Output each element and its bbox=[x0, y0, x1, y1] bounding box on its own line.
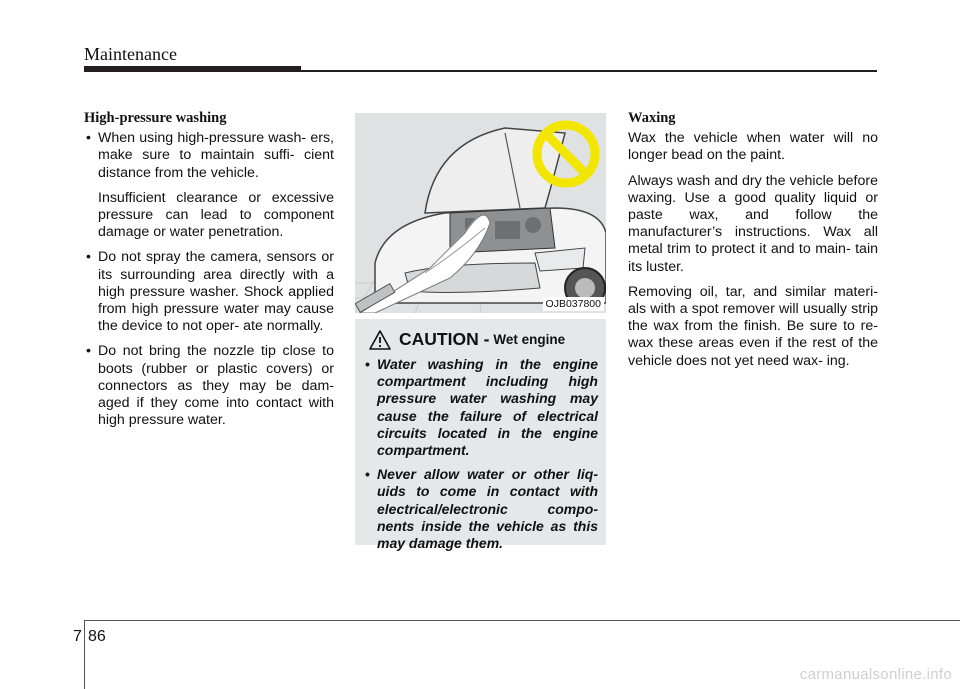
caution-header bbox=[363, 329, 598, 350]
high-pressure-bullet-list bbox=[84, 130, 334, 429]
footer-rule bbox=[84, 620, 960, 621]
bullet-item bbox=[84, 343, 334, 429]
waxing-paragraph: Always wash and dry the vehicle before waxing. Use a good quality liquid or paste wax, and follow the manufacturer’s instructions. Wax all metal trim to protect it and to main- tain its luster. bbox=[628, 172, 878, 275]
bullet-text: • When using high-pressure wash- ers, make sure to maintain suffi- cient distance from the vehicle. bbox=[98, 130, 334, 181]
header-rule-thin bbox=[301, 70, 877, 72]
prohibited-sign-icon bbox=[531, 119, 601, 189]
waxing-paragraph: Removing oil, tar, and similar materi- als with a spot remover will usually strip the wax from the finish. Be sure to re-wax these areas even if the rest of the vehicle does not yet need wax- ing. bbox=[628, 283, 878, 369]
header-rule-thick bbox=[84, 66, 301, 72]
right-column bbox=[628, 110, 878, 378]
page-chapter-number: 7 bbox=[73, 628, 82, 645]
watermark: carmanualsonline.info bbox=[799, 666, 952, 683]
bullet-text: Insufficient clearance or excessive pressure can lead to component damage or water penetration. bbox=[98, 189, 334, 241]
caution-box bbox=[355, 319, 606, 552]
footer-vertical-rule bbox=[84, 620, 85, 689]
caution-title: CAUTION - bbox=[399, 329, 490, 349]
waxing-paragraph: Wax the vehicle when water will no longer bead on the paint. bbox=[628, 130, 878, 164]
caution-list bbox=[363, 356, 598, 552]
section-heading-waxing: Waxing bbox=[628, 110, 676, 126]
figure-code: OJB037800 bbox=[543, 297, 604, 311]
bullet-item bbox=[84, 249, 334, 335]
caution-subtitle: Wet engine bbox=[493, 332, 566, 347]
page-header-title: Maintenance bbox=[84, 44, 177, 64]
bullet-item bbox=[84, 130, 334, 241]
bullet-text: • Do not bring the nozzle tip close to boots (rubber or plastic covers) or connectors as they may be dam- aged if they come into contact with high pressure water. bbox=[98, 343, 334, 429]
caution-item: • Never allow water or other liq- uids to come in contact with electrical/electronic compo- nents inside the vehicle as this may damage them. bbox=[363, 466, 598, 552]
warning-triangle-icon bbox=[369, 330, 391, 350]
section-heading-high-pressure: High-pressure washing bbox=[84, 110, 227, 126]
left-column bbox=[84, 110, 334, 437]
bullet-text: • Do not spray the camera, sensors or its surrounding area directly with a high pressure washer. Shock applied from high pressure water may cause the device to not oper- ate normally. bbox=[98, 249, 334, 335]
caution-item: • Water washing in the engine compartment including high pressure water washing may cause the failure of electrical circuits located in the engine compartment. bbox=[363, 356, 598, 459]
engine-washing-illustration bbox=[355, 113, 606, 313]
page-number: 86 bbox=[88, 628, 106, 645]
